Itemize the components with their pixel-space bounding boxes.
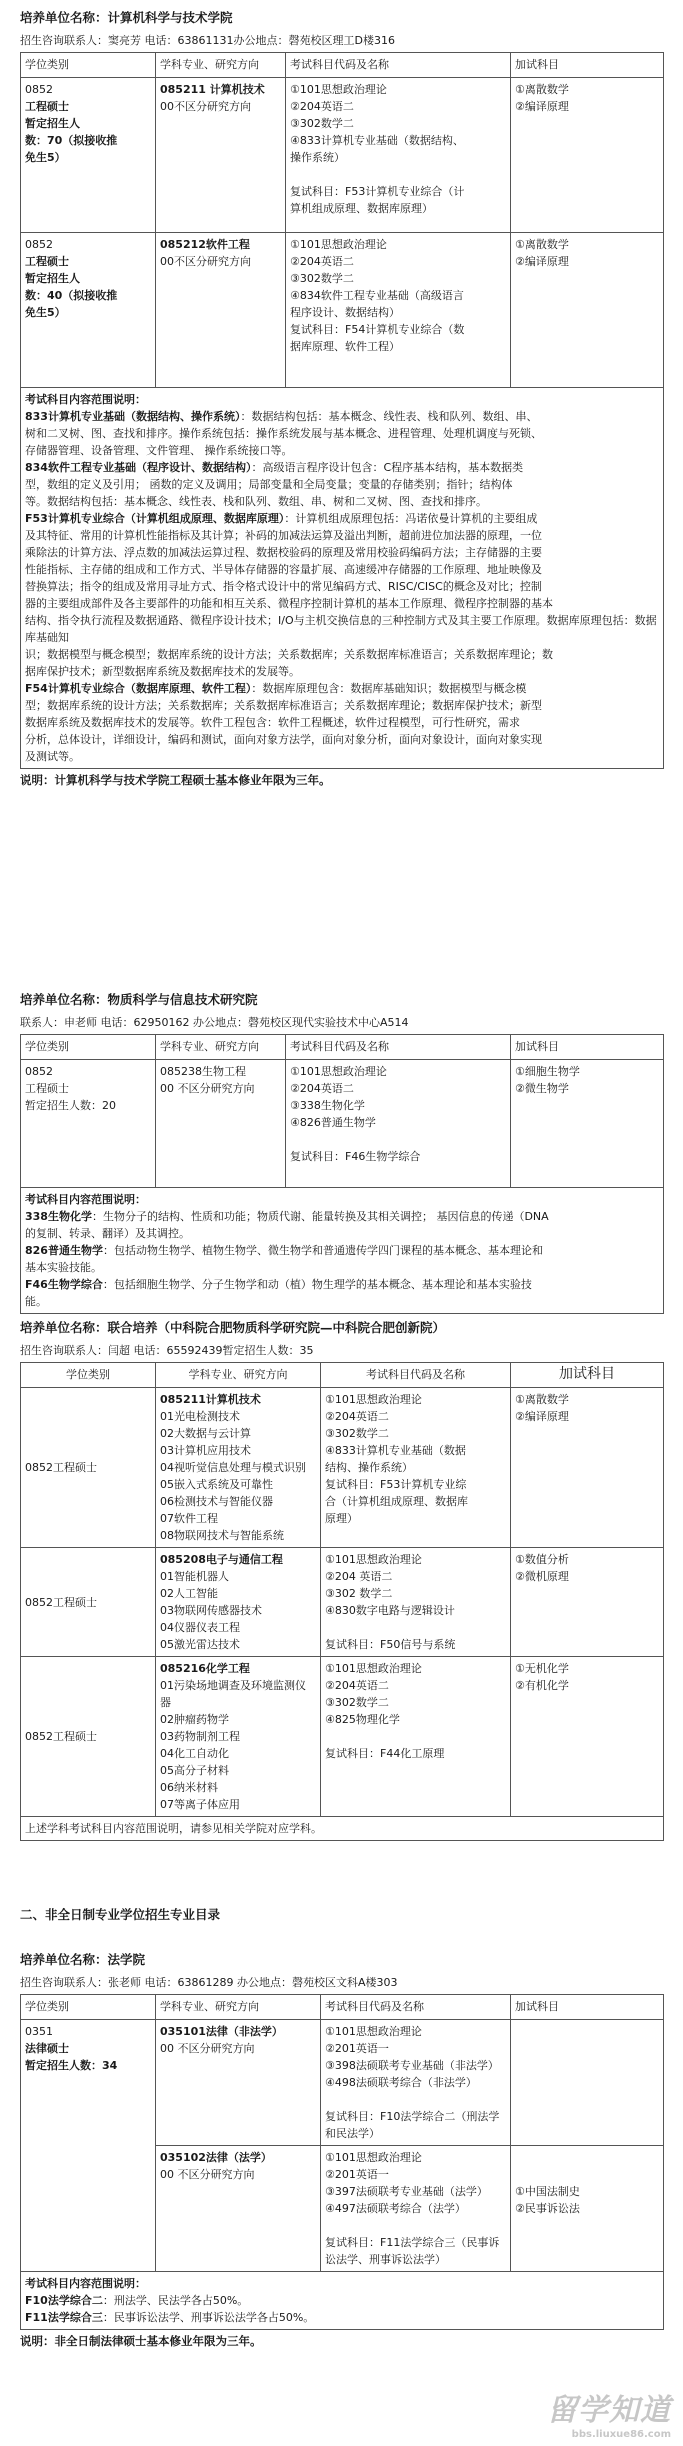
- table-header: 学位类别 学科专业、研究方向 考试科目代码及名称 加试科目: [21, 1035, 664, 1060]
- exam-subjects: ①101思想政治理论 ②204英语二 ③302数学二 ④833计算机专业基础（数据 结构、操作系统） 复试科目：F53计算机专业综 合（计算机组成原理、数据库 原理）: [321, 1388, 511, 1548]
- scope-line: 834软件工程专业基础（程序设计、数据结构）：高级语言程序设计包含：C程序基本结构，基本数据类: [25, 461, 524, 474]
- degree-category: 0852工程硕士: [21, 1388, 156, 1548]
- scope-line: 833计算机专业基础（数据结构、操作系统）：数据结构包括：基本概念、线性表、栈和队列、数组、串、: [25, 410, 538, 423]
- section-material-science: [20, 990, 663, 1314]
- program-table: [20, 1362, 664, 1841]
- unit-title: 培养单位名称：物质科学与信息技术研究院: [20, 992, 258, 1007]
- unit-title: 培养单位名称：法学院: [20, 1952, 146, 1967]
- scope-line: 型，数组的定义及引用； 函数的定义及调用；局部变量和全局变量；变量的存储类别；指针；结构体: [25, 478, 513, 491]
- scope-subject: F54计算机专业综合（数据库原理、软件工程）: [25, 682, 252, 695]
- scope-lines: [25, 408, 659, 765]
- table-footer: 上述学科考试科目内容范围说明，请参见相关学院对应学科。: [21, 1817, 664, 1841]
- note: 说明：计算机科学与技术学院工程硕士基本修业年限为三年。: [20, 773, 331, 787]
- section-computer-science: [20, 8, 663, 788]
- table-header: 学位类别 学科专业、研究方向 考试科目代码及名称 加试科目: [21, 53, 664, 78]
- exam-subjects: ①101思想政治理论 ②201英语一 ③398法硕联考专业基础（非法学） ④498法硕联考综合（非法学） 复试科目：F10法学综合二（刑法学 和民法学）: [321, 2020, 511, 2146]
- program-table: [20, 52, 664, 769]
- extra-subjects: ①离散数学 ②编译原理: [511, 233, 664, 388]
- table-row: [21, 2020, 664, 2146]
- scope-description: 考试科目内容范围说明： 338生物化学：生物分子的结构、性质和功能；物质代谢、能量转换及其相关调控； 基因信息的传递（DNA 的复制、转录、翻译）及其调控。 826普通生物学：包括动物生物学、植物生物学、微生物学和普通遗传学四门课程的基本概念、基本理论和 基本实验技能。 F46生物学综合：包括细胞生物学、分子生物学和动（植）物生理学的基本概念、基本理论和基本实验技 能。: [21, 1188, 664, 1314]
- table-row: [21, 1548, 664, 1657]
- watermark-logo: 留学知道: [547, 2393, 671, 2428]
- scope-subject: 833计算机专业基础（数据结构、操作系统）: [25, 410, 241, 423]
- degree-category: 0351 法律硕士 暂定招生人数：34: [21, 2020, 156, 2272]
- extra-subjects: ①数值分析 ②微机原理: [511, 1548, 664, 1657]
- table-row: [21, 1388, 664, 1548]
- scope-line: 及其特征、常用的计算机性能指标及其计算；补码的加减法运算及溢出判断，超前进位加法器的原理，一位: [25, 529, 542, 542]
- unit-title: 培养单位名称：计算机科学与技术学院: [20, 10, 233, 25]
- scope-line: 乘除法的计算方法、浮点数的加减法运算过程、数据校验码的原理及常用校验码编码方法；主存储器的主要: [25, 546, 542, 559]
- major-direction: 085216化学工程 01污染场地调查及环境监测仪 器 02肿瘤药物学 03药物制剂工程 04化工自动化 05高分子材料 06纳米材料 07等离子体应用: [156, 1657, 321, 1817]
- extra-subjects: ①细胞生物学 ②微生物学: [511, 1060, 664, 1188]
- contact-info: 招生咨询联系人：闫超 电话：65592439暂定招生人数：35: [20, 1344, 314, 1357]
- scope-line: F53计算机专业综合（计算机组成原理、数据库原理）：计算机组成原理包括：冯诺依曼计算机的主要组成: [25, 512, 538, 525]
- scope-line: 分析，总体设计，详细设计，编码和测试，面向对象方法学，面向对象分析，面向对象设计，面向对象实现: [25, 733, 542, 746]
- note: 说明：非全日制法律硕士基本修业年限为三年。: [20, 2334, 262, 2348]
- section-joint-training: [20, 1318, 663, 1841]
- section-heading: 二、非全日制专业学位招生专业目录: [20, 1907, 221, 1922]
- table-header: 学位类别 学科专业、研究方向 考试科目代码及名称 加试科目: [21, 1995, 664, 2020]
- scope-line: 基本实验技能。: [25, 1261, 102, 1274]
- scope-description: 考试科目内容范围说明： 833计算机专业基础（数据结构、操作系统）：数据结构包括：基本概念、线性表、栈和队列、数组、串、 树和二叉树、图、查找和排序。操作系统包括：操作系统发展与基本概念、进程管理、处理机调度与死锁、 存储器管理、设备管理、文件管理、 操作系统接口等。 834软件工程专业基础（程序设计、数据结构）：高级语言程序设计包含：C程序基本结构，基本数据类 型，数组的定义及引用； 函数的定义及调用；局部变量和全局变量；变量的存储类别；指针；结构体 等。数据结构包括：基本概念、线性表、栈和队列、数组、串、树和二叉树、图、查找和排序。 F53计算机专业综合（计算机组成原理、数据库原理）：计算机组成原理包括：冯诺依曼计算机的主要组成 及其特征、常用的计算机性能指标及其计算；补码的加减法运算及溢出判断，超前进位加法器的原理，一位 乘除法的计算方法、浮点数的加减法运算过程、数据校验码的原理及常用校验码编码方法；主存储器的主要 性能指标、主存储的组成和工作方式、半导体存储器的容量扩展、高速缓冲存储器的工作原理、地址映像及 替换算法；指令的组成及常用寻址方式、指令格式设计中的常见编码方式、RISC/CISC的概念及对比；控制 器的主要组成部件及各主要部件的功能和相互关系、微程序控制计算机的基本工作原理、微程序控制器的基本 结构、指令执行流程及数据通路、微程序设计技术；I/O与主机交换信息的三种控制方式及其主要工作原理。数据库原理包括：数据库基础知 识；数据模型与概念模型；数据库系统的设计方法；关系数据库；关系数据库标准语言；关系数据库理论；数 据库保护技术；新型数据库系统及数据库技术的发展等。 F54计算机专业综合（数据库原理、软件工程）：数据库原理包含：数据库基础知识；数据模型与概念模 型；数据库系统的设计方法；关系数据库；关系数据库标准语言；关系数据库理论；数据库保护技术；新型 数据库系统及数据库技术的发展等。软件工程包含：软件工程概述，软件过程模型，可行性研究，需求 分析，总体设计，详细设计，编码和测试，面向对象方法学，面向对象分析，面向对象设计，面向对象实现 及测试等。: [21, 388, 664, 769]
- major-direction: 085211 计算机技术 00不区分研究方向: [156, 78, 286, 233]
- exam-subjects: ①101思想政治理论 ②204英语二 ③338生物化学 ④826普通生物学 复试科目：F46生物学综合: [286, 1060, 511, 1188]
- scope-line: F11法学综合三：民事诉讼法学、刑事诉讼法学各占50%。: [25, 2311, 315, 2324]
- scope-line: 826普通生物学：包括动物生物学、植物生物学、微生物学和普通遗传学四门课程的基本概念、基本理论和: [25, 1244, 543, 1257]
- scope-subject: 834软件工程专业基础（程序设计、数据结构）: [25, 461, 252, 474]
- major-direction: 085238生物工程 00 不区分研究方向: [156, 1060, 286, 1188]
- extra-subjects: ①离散数学 ②编译原理: [511, 78, 664, 233]
- scope-lines: [25, 1208, 659, 1310]
- scope-subject: F53计算机专业综合（计算机组成原理、数据库原理）: [25, 512, 285, 525]
- scope-line: 存储器管理、设备管理、文件管理、 操作系统接口等。: [25, 444, 293, 457]
- scope-subject: F11法学综合三: [25, 2311, 103, 2324]
- exam-subjects: ①101思想政治理论 ②204英语二 ③302数学二 ④825物理化学 复试科目：F44化工原理: [321, 1657, 511, 1817]
- major-direction: 085208电子与通信工程 01智能机器人 02人工智能 03物联网传感器技术 04仪器仪表工程 05激光雷达技术: [156, 1548, 321, 1657]
- extra-subjects: [511, 2020, 664, 2146]
- table-row: [21, 78, 664, 233]
- scope-line: 树和二叉树、图、查找和排序。操作系统包括：操作系统发展与基本概念、进程管理、处理机调度与死锁、: [25, 427, 542, 440]
- extra-subjects: ①中国法制史 ②民事诉讼法: [511, 2146, 664, 2272]
- table-row: [21, 1060, 664, 1188]
- scope-subject: F10法学综合二: [25, 2294, 103, 2307]
- scope-line: 据库保护技术；新型数据库系统及数据库技术的发展等。: [25, 665, 300, 678]
- scope-line: 及测试等。: [25, 750, 80, 763]
- scope-subject: F46生物学综合: [25, 1278, 103, 1291]
- exam-subjects: ①101思想政治理论 ②201英语一 ③397法硕联考专业基础（法学） ④497法硕联考综合（法学） 复试科目：F11法学综合三（民事诉 讼法学、刑事诉讼法学）: [321, 2146, 511, 2272]
- table-row: [21, 1657, 664, 1817]
- scope-line: F10法学综合二：刑法学、民法学各占50%。: [25, 2294, 249, 2307]
- degree-category: 0852 工程硕士 暂定招生人数：20: [21, 1060, 156, 1188]
- contact-info: 联系人：申老师 电话：62950162 办公地点：磬苑校区现代实验技术中心A514: [20, 1016, 409, 1029]
- scope-lines: [25, 2292, 659, 2326]
- scope-line: F46生物学综合：包括细胞生物学、分子生物学和动（植）物生理学的基本概念、基本理论和基本实验技: [25, 1278, 532, 1291]
- contact-info: 招生咨询联系人：窦亮芳 电话：63861131办公地点：磬苑校区理工D楼316: [20, 34, 395, 47]
- table-header: 学位类别 学科专业、研究方向 考试科目代码及名称 加试科目: [21, 1363, 664, 1388]
- degree-category: 0852 工程硕士 暂定招生人 数：70（拟接收推 免生5）: [21, 78, 156, 233]
- program-table: [20, 1994, 664, 2330]
- scope-line: 等。数据结构包括：基本概念、线性表、栈和队列、数组、串、树和二叉树、图、查找和排序。: [25, 495, 487, 508]
- program-table: [20, 1034, 664, 1314]
- watermark-url: bbs.liuxue86.com: [571, 2429, 671, 2440]
- major-direction: 085212软件工程 00不区分研究方向: [156, 233, 286, 388]
- major-direction: 085211计算机技术 01光电检测技术 02大数据与云计算 03计算机应用技术 04视听觉信息处理与模式识别 05嵌入式系统及可靠性 06检测技术与智能仪器 07软件工程 08物联网技术与智能系统: [156, 1388, 321, 1548]
- scope-line: 能。: [25, 1295, 47, 1308]
- unit-title: 培养单位名称：联合培养（中科院合肥物质科学研究院—中科院合肥创新院）: [20, 1320, 446, 1335]
- scope-subject: 338生物化学: [25, 1210, 92, 1223]
- scope-line: 结构、指令执行流程及数据通路、微程序设计技术；I/O与主机交换信息的三种控制方式及其主要工作原理。数据库原理包括：数据库基础知: [25, 614, 657, 644]
- table-row: [21, 233, 664, 388]
- contact-info: 招生咨询联系人：张老师 电话：63861289 办公地点：磬苑校区文科A楼303: [20, 1976, 398, 1989]
- scope-line: 数据库系统及数据库技术的发展等。软件工程包含：软件工程概述，软件过程模型，可行性研究，需求: [25, 716, 520, 729]
- watermark: [547, 2385, 671, 2440]
- scope-description: 考试科目内容范围说明： F10法学综合二：刑法学、民法学各占50%。 F11法学综合三：民事诉讼法学、刑事诉讼法学各占50%。: [21, 2272, 664, 2330]
- scope-line: 338生物化学：生物分子的结构、性质和功能；物质代谢、能量转换及其相关调控； 基因信息的传递（DNA: [25, 1210, 549, 1223]
- scope-subject: 826普通生物学: [25, 1244, 103, 1257]
- scope-line: 器的主要组成部件及各主要部件的功能和相互关系、微程序控制计算机的基本工作原理、微程序控制器的基本: [25, 597, 553, 610]
- scope-line: 替换算法；指令的组成及常用寻址方式、指令格式设计中的常见编码方式、RISC/CISC的概念及对比；控制: [25, 580, 542, 593]
- extra-subjects: ①无机化学 ②有机化学: [511, 1657, 664, 1817]
- scope-line: 性能指标、主存储的组成和工作方式、半导体存储器的容量扩展、高速缓冲存储器的工作原理、地址映像及: [25, 563, 542, 576]
- section-law-school: [20, 1950, 663, 2349]
- scope-line: 识；数据模型与概念模型；数据库系统的设计方法；关系数据库；关系数据库标准语言；关系数据库理论；数: [25, 648, 553, 661]
- scope-line: 型；数据库系统的设计方法；关系数据库；关系数据库标准语言；关系数据库理论；数据库保护技术；新型: [25, 699, 542, 712]
- major-direction: 035102法律（法学） 00 不区分研究方向: [156, 2146, 321, 2272]
- exam-subjects: ①101思想政治理论 ②204英语二 ③302数学二 ④833计算机专业基础（数据结构、 操作系统） 复试科目：F53计算机专业综合（计 算机组成原理、数据库原理）: [286, 78, 511, 233]
- scope-line: 的复制、转录、翻译）及其调控。: [25, 1227, 190, 1240]
- extra-subjects: ①离散数学 ②编译原理: [511, 1388, 664, 1548]
- degree-category: 0852工程硕士: [21, 1548, 156, 1657]
- scope-line: F54计算机专业综合（数据库原理、软件工程）：数据库原理包含：数据库基础知识；数据模型与概念模: [25, 682, 527, 695]
- major-direction: 035101法律（非法学） 00 不区分研究方向: [156, 2020, 321, 2146]
- exam-subjects: ①101思想政治理论 ②204英语二 ③302数学二 ④834软件工程专业基础（高级语言 程序设计、数据结构） 复试科目：F54计算机专业综合（数 据库原理、软件工程）: [286, 233, 511, 388]
- exam-subjects: ①101思想政治理论 ②204 英语二 ③302 数学二 ④830数字电路与逻辑设计 复试科目：F50信号与系统: [321, 1548, 511, 1657]
- degree-category: 0852 工程硕士 暂定招生人 数：40（拟接收推 免生5）: [21, 233, 156, 388]
- degree-category: 0852工程硕士: [21, 1657, 156, 1817]
